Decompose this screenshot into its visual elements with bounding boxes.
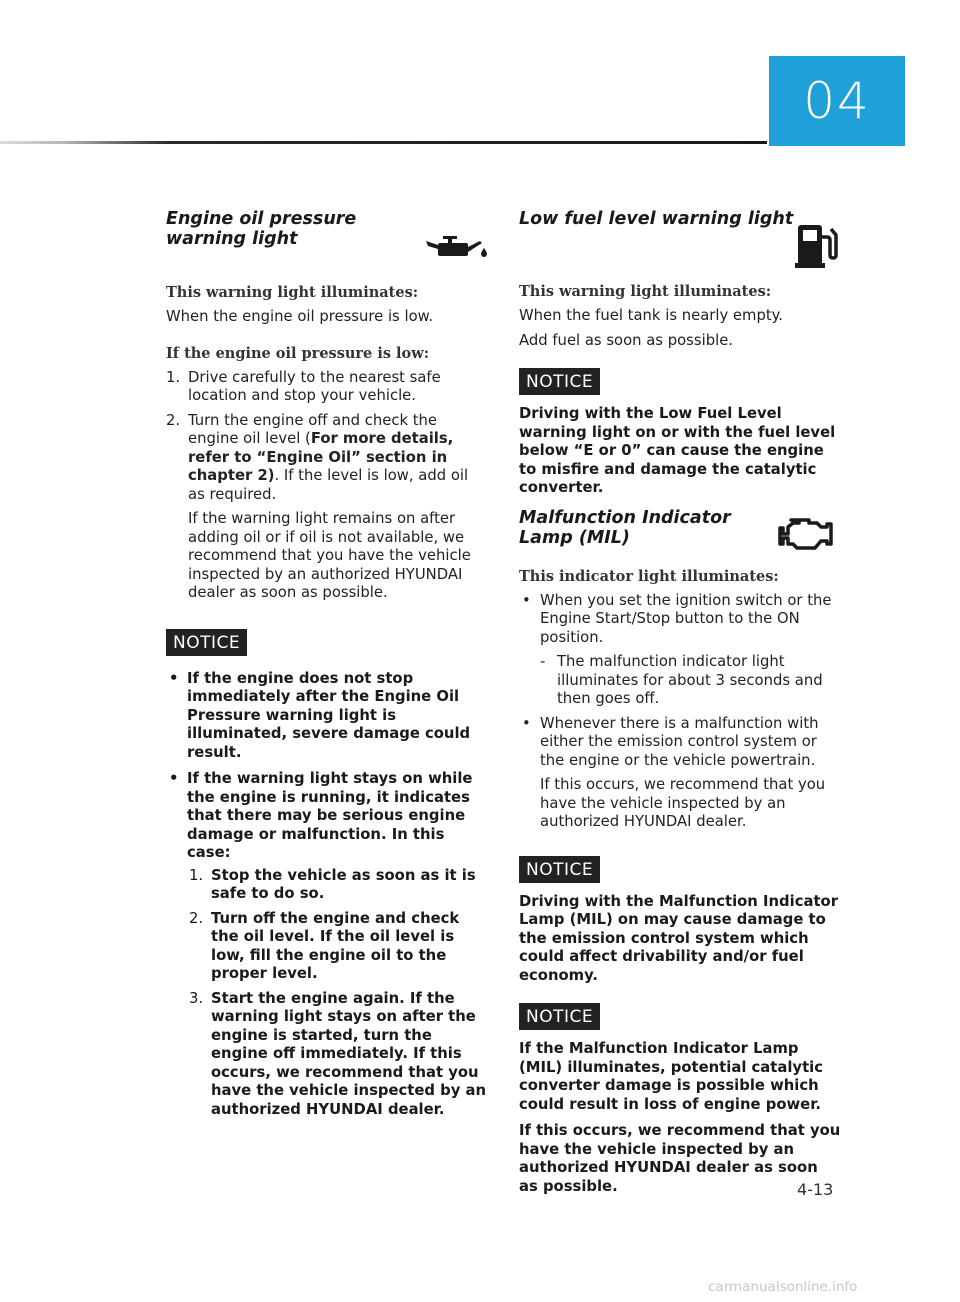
oil-low-subhead: If the engine oil pressure is low:	[166, 344, 430, 362]
mil-notice-1-text: Driving with the Malfunction Indicator Lamp (MIL) on may cause damage to the emission control system which could affect drivability and/or fuel economy.	[519, 892, 838, 984]
mil-extra-text: If this occurs, we recommend that you have the vehicle inspected by an authorized HYUNDAI dealer.	[540, 776, 826, 830]
right-column	[519, 200, 841, 1204]
mil-title: Malfunction Indicator Lamp (MIL)	[519, 507, 731, 548]
watermark: carmanualsonline.info	[708, 1279, 858, 1295]
step-extra-text: If the warning light remains on after adding oil or if oil is not available, we recommend that you have the vehicle inspected by an authorized HYUNDAI dealer as soon as possible.	[188, 510, 471, 601]
fuel-text-1: When the fuel tank is nearly empty.	[519, 307, 783, 324]
mil-notice-2-text-2: If this occurs, we recommend that you have the vehicle inspected by an authorized HYUNDAI dealer as soon as possible.	[519, 1122, 841, 1195]
list-item: 1. Drive carefully to the nearest safe location and stop your vehicle.	[166, 368, 441, 404]
notice-label: NOTICE	[519, 368, 600, 395]
list-item: • Whenever there is a malfunction with either the emission control system or the engine or the vehicle powertrain. If this occurs, we recommend that you have the vehicle inspected by an authorized HYUNDAI dealer.	[519, 715, 841, 832]
left-column	[166, 200, 488, 1127]
mil-illuminates-subhead: This indicator light illuminates:	[519, 567, 779, 585]
header-rule	[0, 141, 767, 144]
list-item: • When you set the ignition switch or the Engine Start/Stop button to the ON position. - The malfunction indicator light illuminates for about 3 seconds and then goes off.	[519, 592, 841, 709]
oil-pressure-section-header	[166, 209, 488, 267]
fuel-pump-icon	[793, 223, 839, 269]
oil-low-steps	[166, 369, 488, 603]
engine-check-icon	[777, 514, 839, 552]
oil-illuminates-subhead: This warning light illuminates:	[166, 284, 419, 301]
page-number: 4-13	[797, 1180, 834, 1199]
fuel-illuminates-subhead: This warning light illuminates:	[519, 283, 772, 300]
list-item: 1. Stop the vehicle as soon as it is safe to do so.	[189, 866, 476, 902]
mil-bullets	[519, 592, 841, 832]
oil-pressure-title: Engine oil pressure warning light	[166, 209, 357, 249]
mil-section-header	[519, 508, 841, 568]
fuel-notice-text: Driving with the Low Fuel Level warning light on or with the fuel level below “E or 0” can cause the engine to misfire and damage the catalytic converter.	[519, 405, 836, 496]
notice-label: NOTICE	[166, 629, 247, 656]
notice-label: NOTICE	[519, 1003, 600, 1030]
list-item: 2. Turn the engine off and check the engine oil level (For more details, refer to “Engine Oil” section in chapter 2). If the level is low, add oil as required. If the warning light remains on after adding oil or if oil is not available, we recommend that you have the vehicle inspected by an authorized HYUNDAI dealer as soon as possible.	[166, 412, 488, 603]
chapter-tab	[769, 56, 905, 146]
list-item: • If the engine does not stop immediately after the Engine Oil Pressure warning light is illuminated, severe damage could result.	[166, 670, 488, 763]
list-item: • If the warning light stays on while the engine is running, it indicates that there may be serious engine damage or malfunction. In this case: 1. Stop the vehicle as soon as it is safe to do so. 2. Turn off the engine and check the oil level. If the oil level is low, fill the engine oil to the proper level. 3. Start the engine again. If the warning light stays on after the engine is started, turn the engine off immediately. If this occurs, we recommend that you have the vehicle inspected by an authorized HYUNDAI dealer.	[166, 770, 488, 1119]
list-item: 2. Turn off the engine and check the oil level. If the oil level is low, fill the engine oil to the proper level.	[189, 909, 460, 982]
oil-illuminates-text: When the engine oil pressure is low.	[166, 308, 434, 325]
list-item: 3. Start the engine again. If the warning light stays on after the engine is started, turn the engine off immediately. If this occurs, we recommend that you have the vehicle inspected by an authorized HYUNDAI dealer.	[189, 989, 487, 1118]
chapter-number: 04	[803, 72, 871, 130]
mil-notice-2-text-1: If the Malfunction Indicator Lamp (MIL) illuminates, potential catalytic converter damage is possible which could result in loss of engine power.	[519, 1040, 823, 1113]
oil-notice-steps	[187, 867, 488, 1120]
fuel-section-header	[519, 209, 841, 271]
fuel-text-2: Add fuel as soon as possible.	[519, 331, 733, 349]
mil-sub-item: - The malfunction indicator light illuminates for about 3 seconds and then goes off.	[540, 653, 823, 707]
oil-notice-bullets	[166, 670, 488, 1120]
fuel-title: Low fuel level warning light	[519, 209, 794, 229]
oil-can-icon	[424, 233, 488, 263]
notice-label: NOTICE	[519, 856, 600, 883]
